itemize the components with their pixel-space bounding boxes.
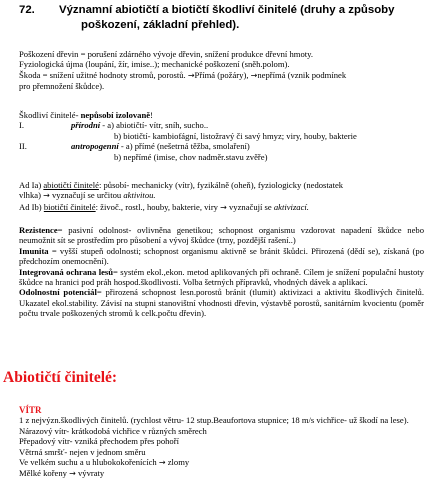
arrow-right-icon: → (43, 191, 50, 201)
ad-ia-line2: vlhka) → vyznačují se určitou aktivitou. (19, 190, 156, 201)
vitr-line: Větrná smršť- nejen v jednom směru (19, 446, 146, 457)
term-rezistence: Rezistence= pasivní odolnost- ovlivněna genetikou; schopnost organismu vzdorovat napadení škůdce nebo neumožnit sít se prostředím pro působení a vývoj škůdce (trny, pozdější rašení..) (19, 225, 424, 246)
class-i-b-line: b) biotičtí- kambiofágní, listožravý či savý hmyz; viry, houby, bakterie (114, 130, 357, 141)
intro-line: pro přemnožení škůdce). (19, 81, 105, 92)
vitr-line: Ve velkém suchu a u hlubokokořenících → zlomy (19, 457, 190, 468)
vitr-line: Mělké kořeny → vývraty (19, 468, 105, 479)
class-ii-line: II. antropogenní - a) přímé (nešetrná těžba, smolaření) (19, 141, 250, 152)
term-integrovana-ochrana: Integrovaná ochrana lesů= systém ekol.,ekon. metod aplikovaných při ochraně. Cílem je snížení populační hustoty škůdce na hranici pod práh hospod.škodlivosti. Volba šetrných přípravků, vhodných dávek a aplikací. (19, 266, 424, 288)
classes-heading: Škodliví činitelé- nepůsobí izolovaně! (19, 110, 153, 120)
classes-block (19, 110, 424, 162)
section-title: Abiotičtí činitelé: (3, 369, 118, 386)
arrow-right-icon: → (250, 70, 258, 80)
vitr-line: Přepadový vítr- vzniká přechodem přes pohoří (19, 436, 179, 447)
ad-block (19, 180, 424, 213)
vitr-title: VÍTR (19, 405, 42, 415)
arrow-right-icon: → (187, 70, 195, 80)
arrow-right-icon: → (158, 458, 166, 468)
question-number: 72. (19, 4, 35, 16)
terms-block (19, 225, 424, 319)
ad-ib-line: Ad Ib) biotičtí činitelé: živoč., rostl., houby, bakterie, viry → vyznačují se aktivizací. (19, 201, 309, 212)
intro-block (19, 49, 424, 92)
class-ii-b-line: b) nepřímé (imise, chov nadměr.stavu zvěře) (114, 151, 268, 162)
arrow-right-icon: → (220, 202, 227, 212)
intro-line: Škoda = snížení užitné hodnoty stromů, porostů. →Přímá (požáry), →nepřímá (vznik podmínek (19, 69, 347, 80)
vitr-line: Nárazový vítr- krátkodobá vichřice v různých směrech (19, 425, 207, 436)
ad-ia-line: Ad Ia) abiotičtí činitelé: působí- mechanicky (vítr), fyzikálně (oheň), fyziologicky (nedostatek (19, 180, 344, 190)
intro-line: Fyziologická újma (loupání, žír, imise..); mechanické poškození (sněh.polom). (19, 59, 290, 70)
question-title-line2: poškození, základní přehled). (81, 19, 240, 31)
vitr-line: 1 z nejvýzn.škodlivých činitelů. (rychlost větru- 12 stup.Beaufortova stupnice; 18 m/s vichřice- už škodí na lese). (19, 415, 409, 426)
question-title-line1: Významní abiotičtí a biotičtí škodliví činitelé (druhy a způsoby (59, 4, 395, 16)
term-imunita: Imunita = vyšší stupeň odolnosti; schopnost organismu aktivně se bránit škůdci. Přirozená (dědí se), získaná (po předchozím onemocnění). (19, 245, 424, 267)
class-i-line: I. přírodní - a) abiotičtí- vítr, sníh, sucho.. (19, 120, 209, 131)
term-odolnostni-potencial: Odolnostní potenciál= přirozená schopnost lesn.porostů bránit (tlumit) aktivizaci a aktivitu škodlivých činitelů. Ukazatel ekol.stability. Závisí na stupni stanovištní vhodnosti dřevin, výstavbě porostů, sanitárním kvocientu (poměr počtu trvale poškozených stromů k celk.počtu dřevin). (19, 287, 424, 319)
intro-line: Poškození dřevin = porušení zdárného vývoje dřevin, snížení produkce dřevní hmoty. (19, 49, 314, 59)
arrow-right-icon: → (69, 469, 76, 479)
vitr-block (19, 405, 424, 480)
